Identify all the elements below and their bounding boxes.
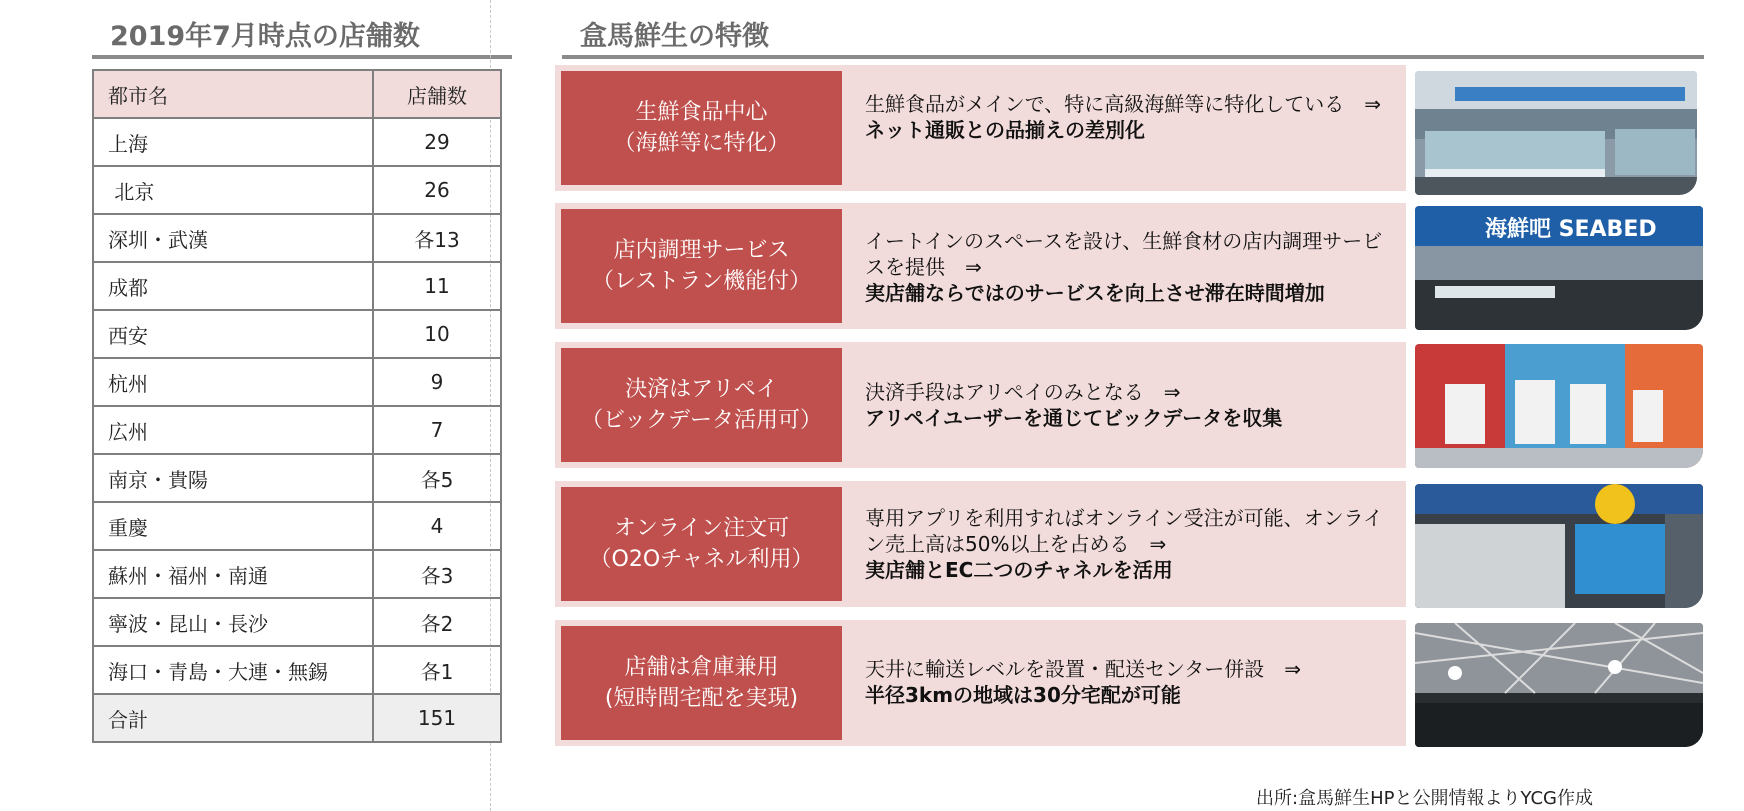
feature-conclusion: 実店舗ならではのサービスを向上させ滞在時間増加 [865, 281, 1325, 305]
count-cell: 各13 [373, 214, 501, 262]
count-cell: 29 [373, 118, 501, 166]
feature-label-line1: 決済はアリペイ [625, 377, 778, 402]
feature-conclusion: アリペイユーザーを通じてビックデータを収集 [865, 406, 1283, 430]
feature-label-line1: 店舗は倉庫兼用 [624, 655, 779, 680]
total-count: 151 [373, 694, 501, 742]
feature-in-store-cooking [555, 203, 1406, 329]
feature-label-line1: オンライン注文可 [613, 516, 790, 541]
count-cell: 26 [373, 166, 501, 214]
feature-label-line2: （ビックデータ活用可） [580, 408, 823, 433]
total-label: 合計 [93, 694, 373, 742]
restaurant-photo [1415, 206, 1703, 330]
store-count-title: 2019年7月時点の店舗数 [110, 21, 420, 52]
seafood-counter-photo [1415, 71, 1697, 195]
city-cell: 海口・青島・大連・無錫 [93, 646, 373, 694]
feature-label-line2: (短時間宅配を実現) [604, 686, 799, 711]
table-row [93, 214, 501, 262]
store-count-table [92, 69, 502, 743]
feature-label-line1: 生鮮食品中心 [635, 100, 768, 125]
feature-alipay [555, 342, 1406, 468]
feature-conclusion: 実店舗とEC二つのチャネルを活用 [865, 558, 1173, 582]
feature-description [865, 656, 1390, 708]
restaurant-sign-text: 海鮮吧 SEABED [1485, 217, 1657, 242]
feature-desc-text: 決済手段はアリペイのみとなる ⇒ [865, 380, 1181, 404]
city-cell: 南京・貴陽 [93, 454, 373, 502]
table-row [93, 646, 501, 694]
feature-label-line1: 店内調理サービス [613, 238, 790, 263]
table-row [93, 358, 501, 406]
table-row [93, 598, 501, 646]
feature-description [865, 379, 1390, 431]
table-row [93, 166, 501, 214]
count-cell: 7 [373, 406, 501, 454]
feature-label-line2: （海鮮等に特化） [613, 131, 790, 156]
city-cell: 成都 [93, 262, 373, 310]
feature-warehouse [555, 620, 1406, 746]
feature-description [865, 505, 1390, 583]
city-cell: 杭州 [93, 358, 373, 406]
table-row [93, 262, 501, 310]
count-cell: 各3 [373, 550, 501, 598]
feature-description [865, 228, 1390, 306]
table-header-row [93, 70, 501, 118]
city-cell: 寧波・昆山・長沙 [93, 598, 373, 646]
feature-description [865, 91, 1390, 143]
feature-desc-text: イートインのスペースを設け、生鮮食材の店内調理サービスを提供 ⇒ [865, 229, 1383, 279]
table-total-row [93, 694, 501, 742]
feature-label [561, 626, 842, 740]
feature-label [561, 348, 842, 462]
table-row [93, 502, 501, 550]
city-cell: 深圳・武漢 [93, 214, 373, 262]
feature-conclusion: ネット通販との品揃えの差別化 [865, 118, 1145, 142]
ceiling-conveyor-photo [1415, 623, 1703, 747]
city-cell: 上海 [93, 118, 373, 166]
table-row [93, 454, 501, 502]
count-cell: 各1 [373, 646, 501, 694]
feature-label [561, 487, 842, 601]
feature-fresh-food [555, 65, 1406, 191]
city-cell: 広州 [93, 406, 373, 454]
feature-desc-text: 生鮮食品がメインで、特に高級海鮮等に特化している ⇒ [865, 92, 1381, 116]
header-count: 店舗数 [373, 70, 501, 118]
feature-label [561, 209, 842, 323]
source-note: 出所:盒馬鮮生HPと公開情報よりYCG作成 [1256, 788, 1593, 809]
feature-label-line2: （O2Oチャネル利用） [589, 547, 814, 572]
count-cell: 4 [373, 502, 501, 550]
header-city: 都市名 [93, 70, 373, 118]
feature-online-order [555, 481, 1406, 607]
feature-label [561, 71, 842, 185]
features-title: 盒馬鮮生の特徴 [580, 21, 769, 52]
table-row [93, 118, 501, 166]
features-title-underline [562, 55, 1704, 59]
table-row [93, 406, 501, 454]
delivery-worker-photo [1415, 484, 1703, 608]
count-cell: 9 [373, 358, 501, 406]
payment-kiosk-photo [1415, 344, 1703, 468]
feature-desc-text: 専用アプリを利用すればオンライン受注が可能、オンライン売上高は50%以上を占める ⇒ [865, 506, 1383, 556]
store-count-title-underline [92, 55, 512, 59]
feature-conclusion: 半径3kmの地域は30分宅配が可能 [865, 683, 1181, 707]
city-cell: 西安 [93, 310, 373, 358]
feature-desc-text: 天井に輸送レベルを設置・配送センター併設 ⇒ [865, 657, 1301, 681]
count-cell: 各5 [373, 454, 501, 502]
count-cell: 11 [373, 262, 501, 310]
table-row [93, 550, 501, 598]
table-row [93, 310, 501, 358]
feature-label-line2: （レストラン機能付） [591, 269, 812, 294]
count-cell: 各2 [373, 598, 501, 646]
count-cell: 10 [373, 310, 501, 358]
city-cell: 重慶 [93, 502, 373, 550]
city-cell: 蘇州・福州・南通 [93, 550, 373, 598]
city-cell: 北京 [93, 166, 373, 214]
